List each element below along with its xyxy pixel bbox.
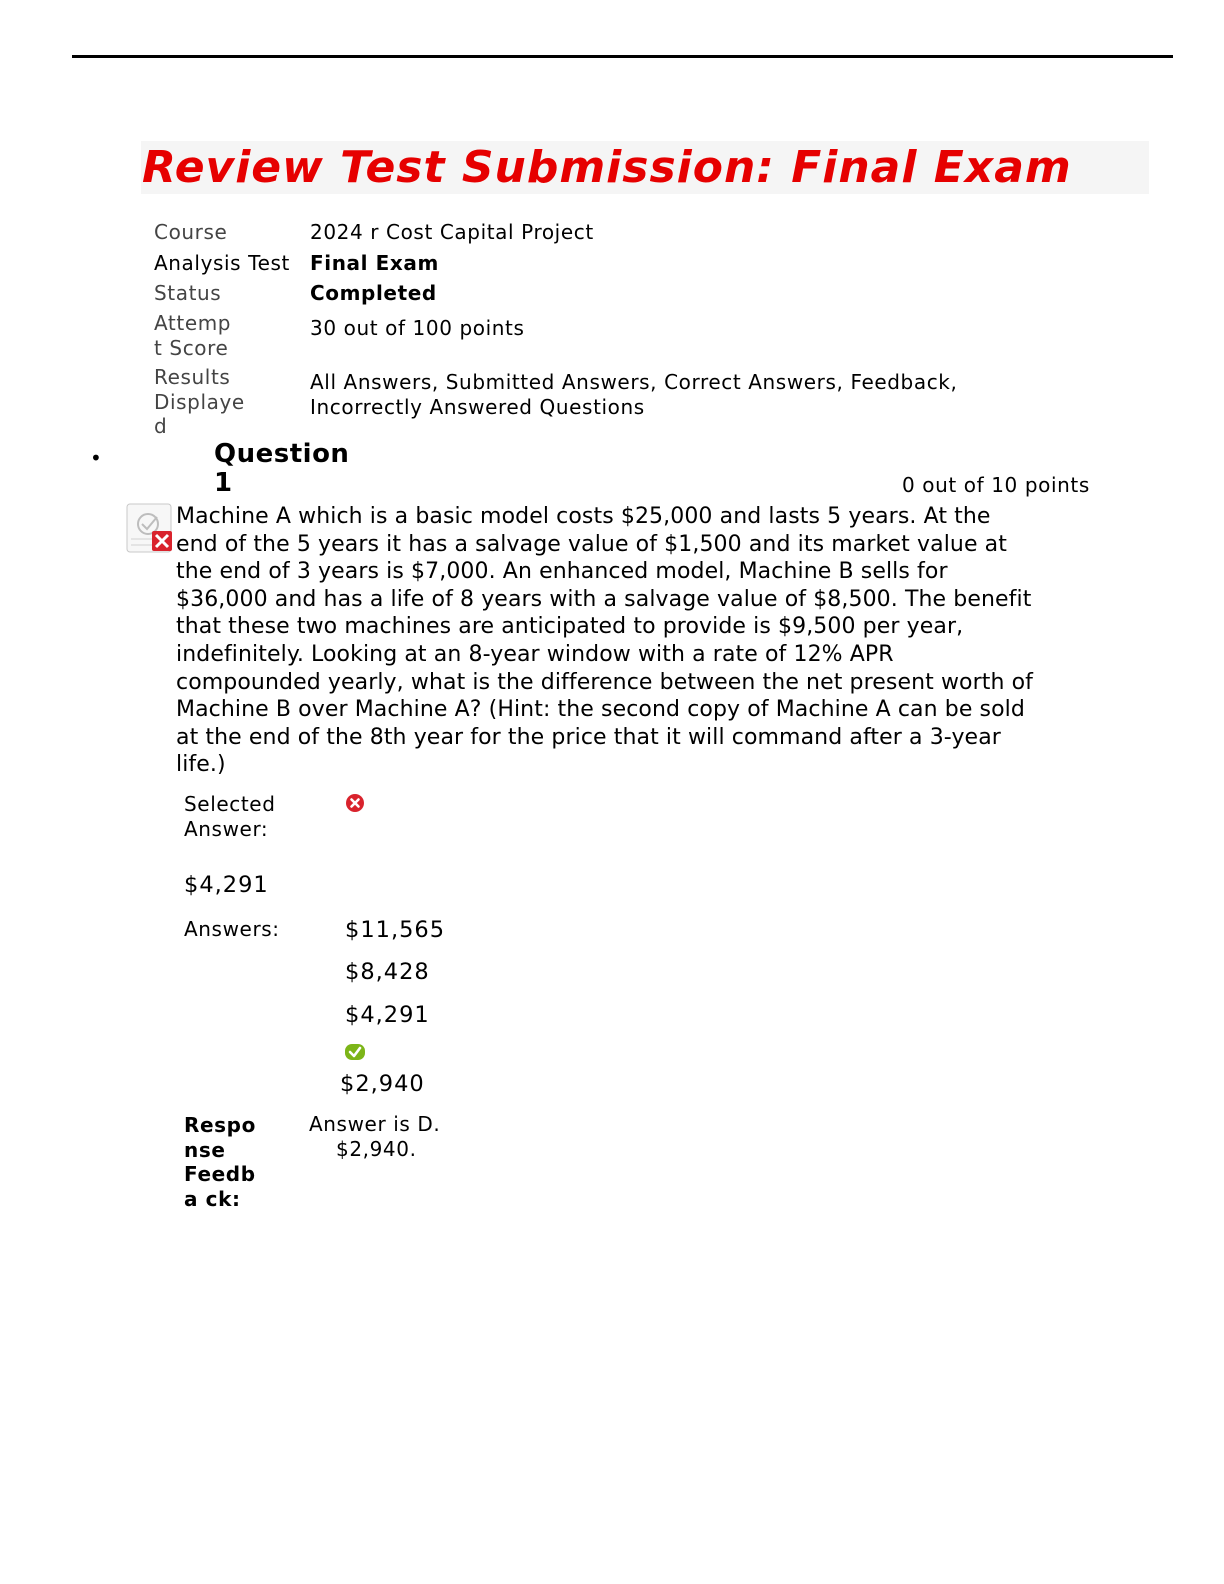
question-points: 0 out of 10 points — [902, 473, 1090, 497]
question-text: Machine A which is a basic model costs $25,000 and lasts 5 years. At the end of the 5 years it has a salvage value of $1,500 and its market value at the end of 3 years is $7,000. An enhanced model, Machine B sells for $36,000 and has a life of 8 years with a salvage value of $8,500. The benefit that these two machines are anticipated to provide is $9,500 per year, indefinitely. Looking at an 8-year window with a rate of 12% APR compounded yearly, what is the difference between the net present worth of Machine B over Machine A? (Hint: the second copy of Machine A can be sold at the end of the 8th year for the price that it will command after a 3-year life.) — [176, 504, 1034, 778]
top-rule — [72, 55, 1173, 58]
answer-option-correct: $2,940 — [340, 1071, 425, 1097]
answer-option: $8,428 — [345, 959, 430, 985]
feedback-label-line: Feedb — [184, 1162, 256, 1186]
answers-label: Answers: — [184, 917, 280, 941]
results-value-line: All Answers, Submitted Answers, Correct Answers, Feedback, — [310, 370, 958, 394]
correct-check-icon — [344, 1043, 366, 1065]
results-label-line: Results — [154, 365, 231, 389]
results-label — [154, 365, 245, 439]
feedback-label-line: Respo — [184, 1113, 256, 1137]
feedback-value-line: $2,940. — [336, 1136, 417, 1161]
score-label — [154, 311, 231, 360]
status-value: Completed — [310, 281, 437, 305]
selected-answer-label-line: Answer: — [184, 816, 269, 841]
feedback-value-line: Answer is D. — [309, 1112, 441, 1136]
selected-answer-value: $4,291 — [184, 872, 269, 898]
results-value-line: Incorrectly Answered Questions — [310, 395, 645, 419]
question-title-line: Question — [214, 439, 350, 469]
results-label-line: Displaye — [154, 389, 245, 414]
list-bullet: • — [90, 446, 102, 470]
course-label: Course — [154, 220, 228, 244]
test-label: Analysis Test — [154, 251, 290, 275]
results-label-line: d — [154, 414, 168, 438]
score-label-line: Attemp — [154, 311, 232, 335]
test-value: Final Exam — [310, 251, 439, 275]
selected-answer-label-line: Selected — [184, 792, 276, 816]
score-label-line: t Score — [154, 335, 229, 360]
question-title — [214, 440, 349, 498]
response-feedback-value — [309, 1112, 440, 1161]
results-value — [310, 370, 957, 420]
answer-option: $4,291 — [345, 1002, 430, 1028]
status-label: Status — [154, 281, 222, 305]
incorrect-icon — [345, 793, 365, 817]
feedback-label-line: nse — [184, 1137, 226, 1162]
answer-option: $11,565 — [345, 917, 446, 943]
incorrect-question-icon — [126, 503, 178, 555]
response-feedback-label — [184, 1113, 256, 1211]
question-number: 1 — [214, 468, 233, 498]
page-title: Review Test Submission: Final Exam — [142, 142, 1072, 193]
selected-answer-label — [184, 792, 276, 841]
feedback-label-line: a ck: — [184, 1186, 241, 1211]
course-value: 2024 r Cost Capital Project — [310, 220, 594, 244]
score-value: 30 out of 100 points — [310, 316, 525, 340]
